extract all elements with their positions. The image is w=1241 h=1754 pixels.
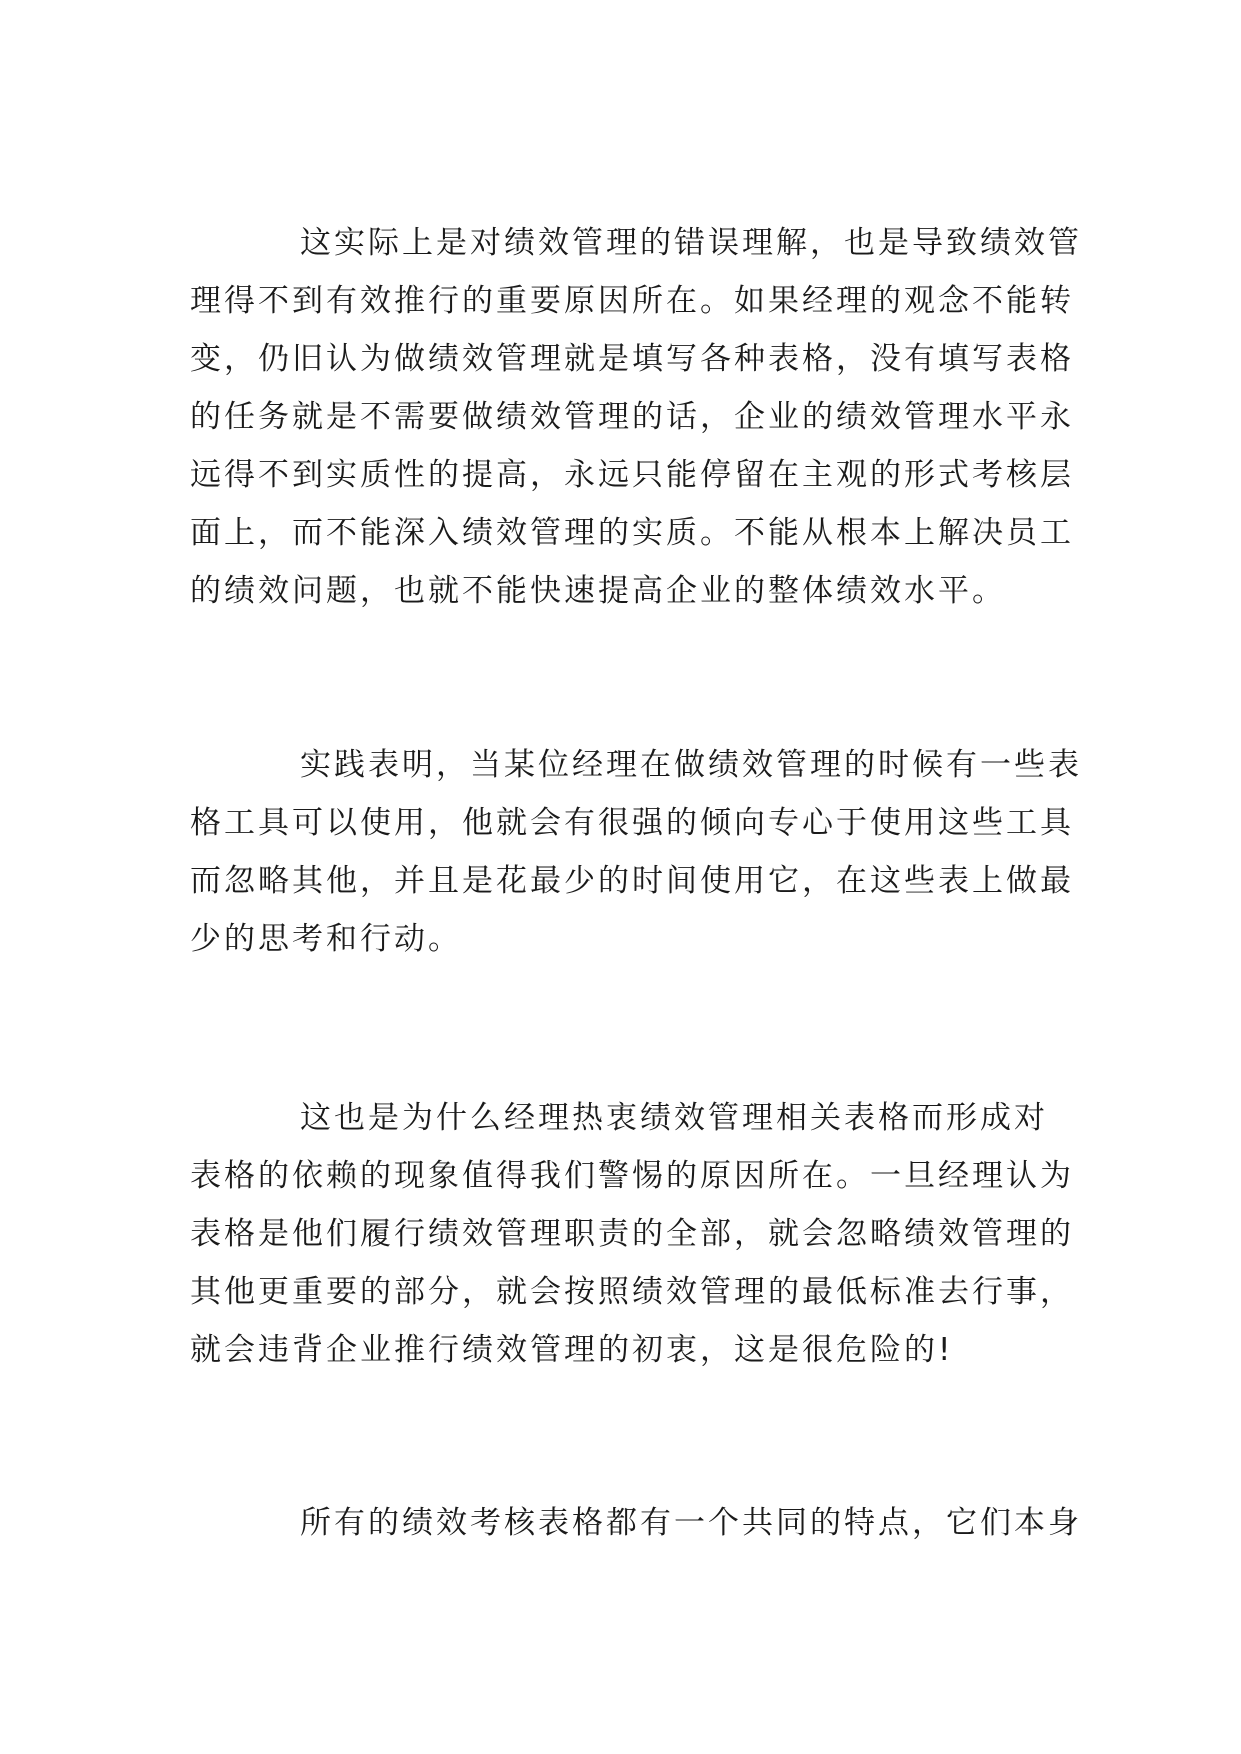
text-line: 实践表明，当某位经理在做绩效管理的时候有一些表 — [300, 747, 1082, 783]
text-line: 就会违背企业推行绩效管理的初衷，这是很危险的! — [190, 1332, 954, 1368]
text-line: 表格的依赖的现象值得我们警惕的原因所在。一旦经理认为 — [190, 1158, 1074, 1194]
paragraph-1 — [190, 214, 1082, 620]
text-line: 理得不到有效推行的重要原因所在。如果经理的观念不能转 — [190, 283, 1074, 319]
text-line: 表格是他们履行绩效管理职责的全部，就会忽略绩效管理的 — [190, 1216, 1074, 1252]
text-line: 变，仍旧认为做绩效管理就是填写各种表格，没有填写表格 — [190, 341, 1074, 377]
text-line: 少的思考和行动。 — [190, 921, 462, 957]
text-line: 所有的绩效考核表格都有一个共同的特点，它们本身 — [300, 1505, 1082, 1541]
text-line: 远得不到实质性的提高，永远只能停留在主观的形式考核层 — [190, 457, 1074, 493]
text-line: 的任务就是不需要做绩效管理的话，企业的绩效管理水平永 — [190, 399, 1074, 435]
text-line: 而忽略其他，并且是花最少的时间使用它，在这些表上做最 — [190, 863, 1074, 899]
paragraph-2 — [190, 736, 1082, 968]
paragraph-3 — [190, 1089, 1074, 1379]
text-line: 面上，而不能深入绩效管理的实质。不能从根本上解决员工 — [190, 515, 1074, 551]
text-line: 格工具可以使用，他就会有很强的倾向专心于使用这些工具 — [190, 805, 1074, 841]
text-line: 其他更重要的部分，就会按照绩效管理的最低标准去行事， — [190, 1274, 1074, 1310]
text-line: 这也是为什么经理热衷绩效管理相关表格而形成对 — [300, 1100, 1048, 1136]
text-line: 的绩效问题，也就不能快速提高企业的整体绩效水平。 — [190, 573, 1006, 609]
paragraph-4 — [190, 1494, 1082, 1552]
text-line: 这实际上是对绩效管理的错误理解，也是导致绩效管 — [300, 225, 1082, 261]
